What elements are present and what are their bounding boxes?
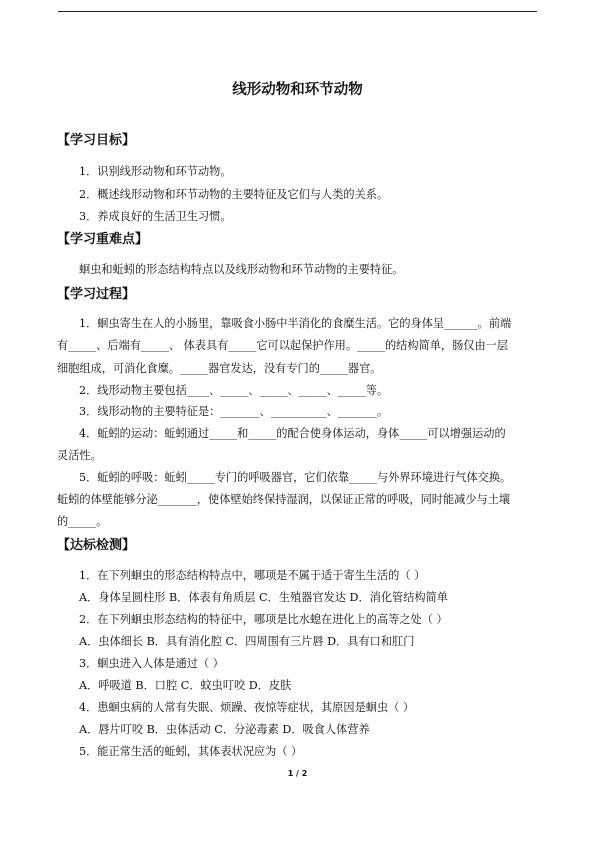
process-line: 的_____。 (57, 515, 108, 528)
process-line: 4．蚯蚓的运动：蚯蚓通过_____和_____的配合使身体运动，身体_____可以增强运动的 (79, 427, 506, 440)
question-text: 2．在下列蛔虫形态结构的特征中，哪项是比水螅在进化上的高等之处（ ） (79, 613, 448, 626)
goal-item: 3．养成良好的生活卫生习惯。 (79, 210, 232, 223)
process-line: 2．线形动物主要包括____、_____、_____、_____、_____等。 (79, 384, 389, 397)
question-text: 3．蛔虫进入人体是通过（ ） (79, 657, 224, 670)
question-options: A．身体呈圆柱形 B．体表有角质层 C．生殖器官发达 D．消化管结构简单 (79, 591, 448, 604)
page-title: 线形动物和环节动物 (232, 82, 363, 98)
question-text: 4．患蛔虫病的人常有失眠、烦躁、夜惊等症状，其原因是蛔虫（ ） (79, 701, 415, 714)
question-text: 1．在下列蛔虫的形态结构特点中，哪项是不属于适于寄生生活的（ ） (79, 569, 426, 582)
goal-item: 1．识别线形动物和环节动物。 (79, 165, 232, 178)
process-line: 蚯蚓的体壁能够分泌_______，使体壁始终保持湿润，以保证正常的呼吸，同时能减少与土壤 (57, 493, 511, 506)
section-heading-goals: 【学习目标】 (57, 133, 136, 148)
section-heading-process: 【学习过程】 (57, 287, 136, 302)
key-points-text: 蛔虫和蚯蚓的形态结构特点以及线形动物和环节动物的主要特征。 (79, 263, 404, 276)
question-options: A．呼吸道 B．口腔 C．蚊虫叮咬 D．皮肤 (79, 679, 292, 692)
process-line: 3．线形动物的主要特征是：_______、__________、_______。 (79, 405, 389, 418)
process-line: 灵活性。 (57, 449, 102, 462)
process-line: 5．蚯蚓的呼吸：蚯蚓_____专门的呼吸器官，它们依靠_____与外界环境进行气体交换。 (79, 471, 512, 484)
question-options: A．虫体细长 B．具有消化腔 C．四周围有三片唇 D．具有口和肛门 (79, 635, 415, 648)
page-number: 1 / 2 (287, 769, 308, 778)
question-text: 5．能正常生活的蚯蚓，其体表状况应为（ ） (79, 745, 303, 758)
process-line: 1．蛔虫寄生在人的小肠里，靠吸食小肠中半消化的食糜生活。它的身体呈______。前端 (79, 317, 512, 330)
section-heading-test: 【达标检测】 (57, 538, 136, 553)
header-rule (58, 11, 537, 12)
goal-item: 2．概述线形动物和环节动物的主要特征及它们与人类的关系。 (79, 188, 389, 201)
question-options: A．唇片叮咬 B．虫体活动 C．分泌毒素 D．吸食人体营养 (79, 723, 370, 736)
process-line: 细胞组成，可消化食糜。_____器官发达，没有专门的_____器官。 (57, 362, 382, 375)
process-line: 有_____、后端有_____、 体表具有_____它可以起保护作用。_____的结构简单，肠仅由一层 (57, 339, 509, 352)
section-heading-key-points: 【学习重难点】 (57, 232, 149, 247)
